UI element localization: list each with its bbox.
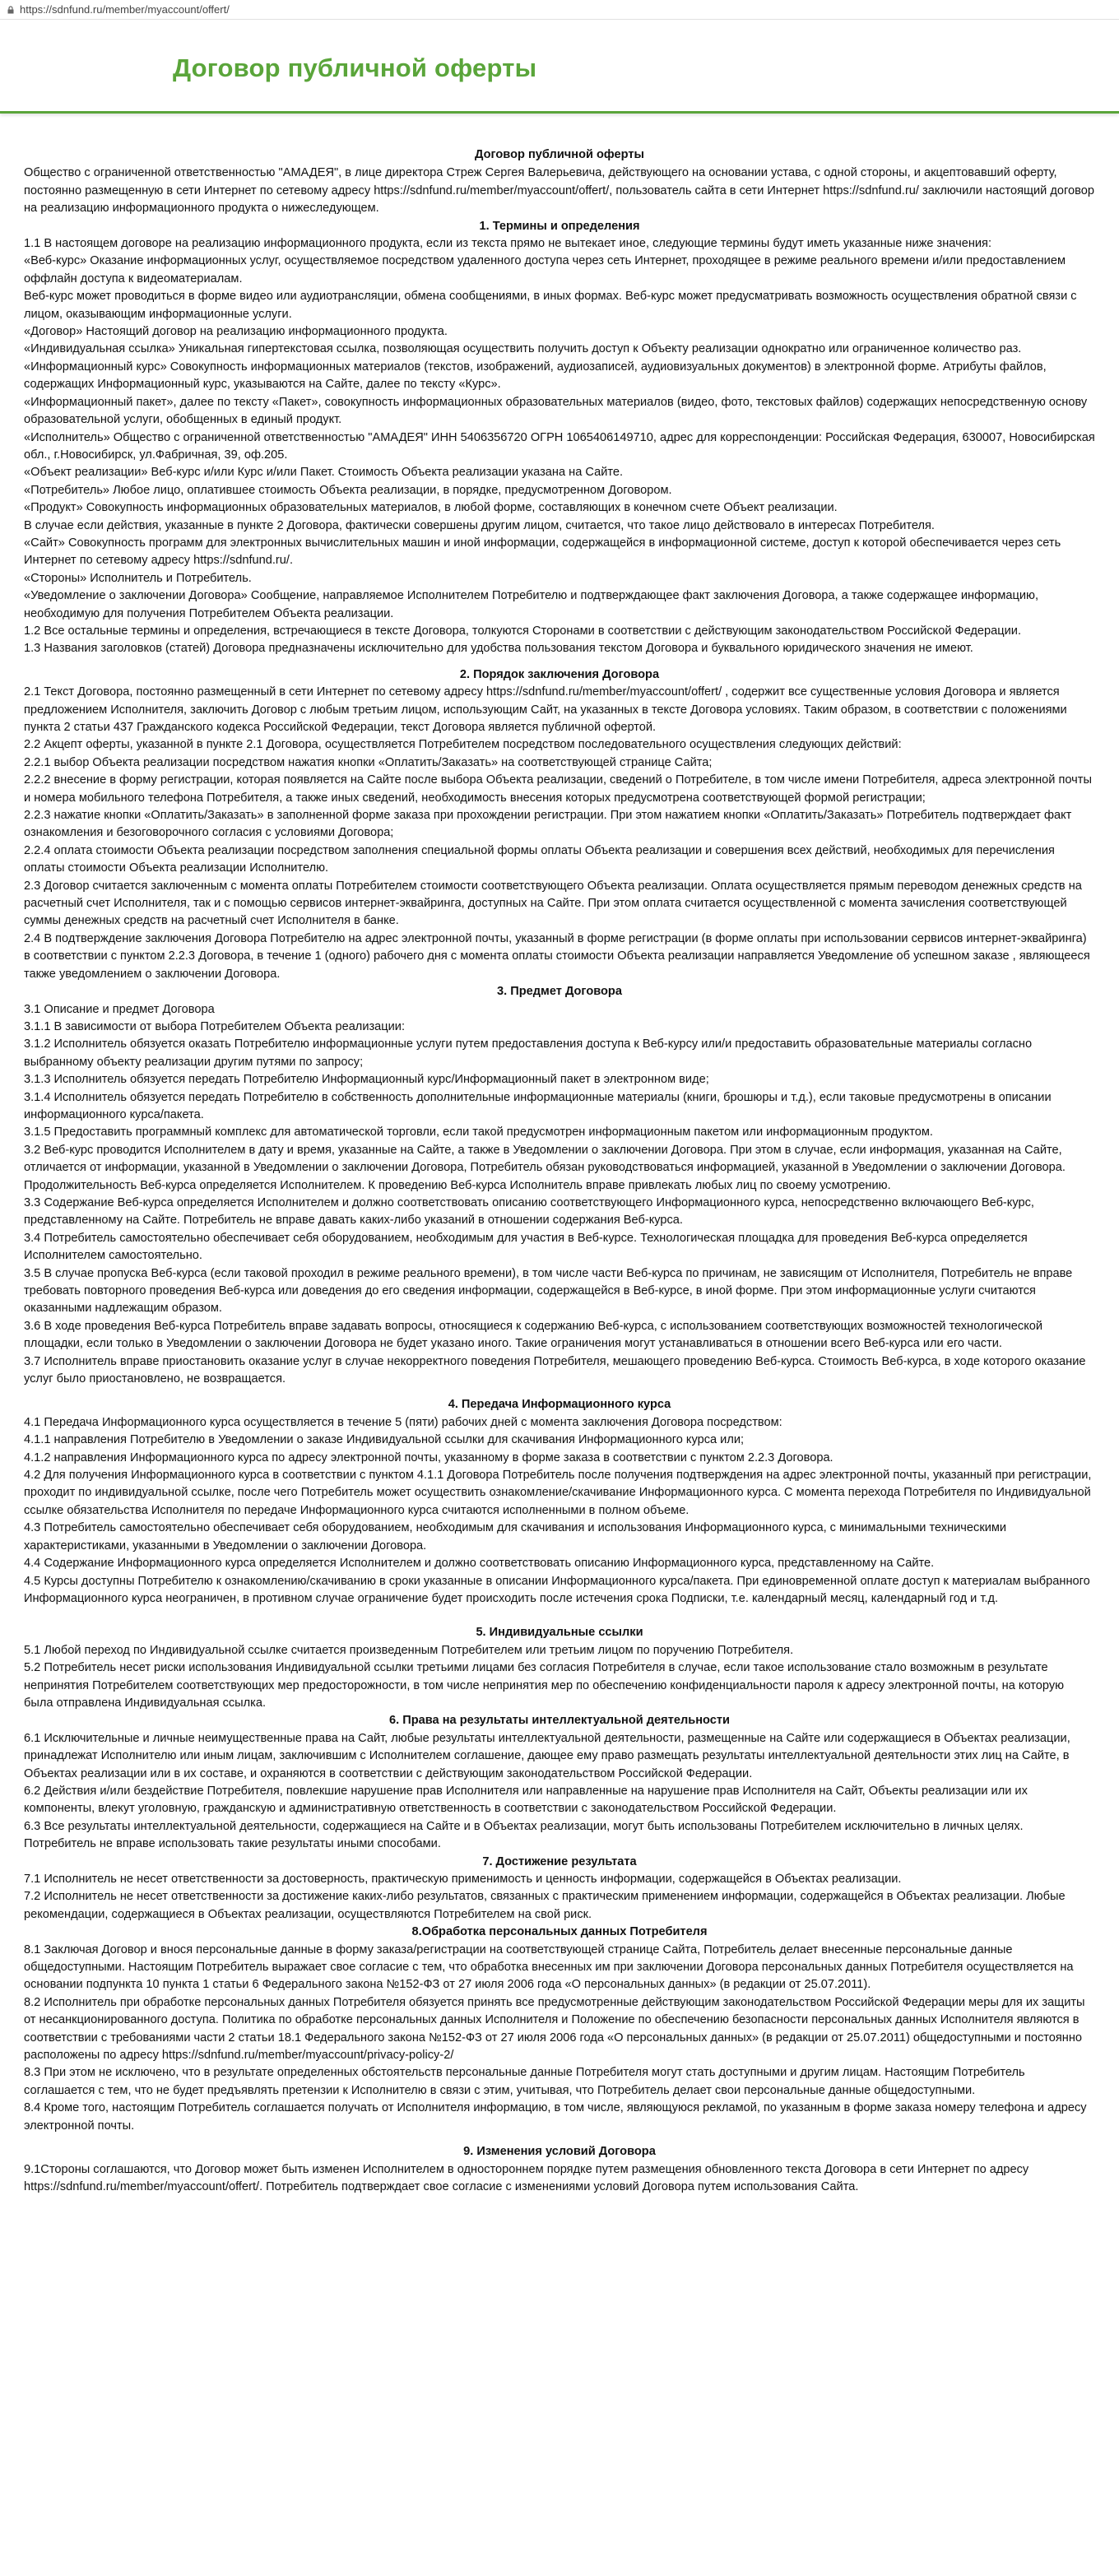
- section-paragraph: «Исполнитель» Общество с ограниченной ответственностью "АМАДЕЯ" ИНН 5406356720 ОГРН 1065406149710, адрес для корреспонденции: Российская Федерация, 630007, Новосибирская обл., г.Новосибирск, ул.Фабричная, 39, оф.205.: [24, 430, 1095, 462]
- section-heading: 8.Обработка персональных данных Потребителя: [411, 1925, 708, 1939]
- section-paragraph: «Индивидуальная ссылка» Уникальная гипертекстовая ссылка, позволяющая осуществить получить доступ к Объекту реализации однократно или ограниченное количество раз.: [24, 342, 1022, 356]
- section-paragraph: 3.1.1 В зависимости от выбора Потребителем Объекта реализации:: [24, 1019, 406, 1033]
- section-paragraph: 3.3 Содержание Веб-курса определяется Исполнителем и должно соответствовать описанию соответствующего Информационного курса, непосредственно включающего Веб-курс, представленному на Сайте. Потребитель не вправе давать каких-либо указаний в отношении содержания Веб-курса.: [24, 1195, 1034, 1228]
- section-paragraph: 3.1 Описание и предмет Договора: [24, 1002, 215, 1016]
- document-section: [24, 218, 1095, 666]
- section-paragraph: 2.3 Договор считается заключенным с момента оплаты Потребителем стоимости соответствующего Объекта реализации. Оплата осуществляется прямым переводом денежных средств на расчетный счет Исполнителя, так и с помощью сервисов интернет-эквайринга, доступных на Сайте. При этом оплата считается осуществленной с момента зачисления соответствующей суммы денежных средств на расчетный счет Исполнителя в банке.: [24, 879, 1082, 928]
- section-paragraph: «Договор» Настоящий договор на реализацию информационного продукта.: [24, 325, 448, 339]
- document-section: [24, 1396, 1095, 1616]
- section-paragraph: 3.4 Потребитель самостоятельно обеспечивает себя оборудованием, необходимым для участия в Веб-курсе. Технологическая площадка для проведения Веб-курса определяется Исполнителем самостоятельно.: [24, 1231, 1028, 1263]
- section-paragraph: «Сайт» Совокупность программ для электронных вычислительных машин и иной информации, содержащейся в информационной системе, доступ к которой обеспечивается через сеть Интернет по сетевому адресу https://sdnfund.ru/.: [24, 536, 1061, 568]
- section-paragraph: 6.3 Все результаты интеллектуальной деятельности, содержащиеся на Сайте и в Объектах реализации, могут быть использованы Потребителем исключительно в личных целях. Потребитель не вправе использовать такие результаты иными способами.: [24, 1819, 1024, 1851]
- section-paragraph: 8.2 Исполнитель при обработке персональных данных Потребителя обязуется принять все предусмотренные действующим законодательством Российской Федерации меры для их защиты от несанкционированного доступа. Политика по обработке персональных данных Исполнителя и Положение по обеспечению безопасности персональных данных Исполнителя являются в соответствии с требованиями части 2 статьи 18.1 Федерального закона №152-ФЗ от 27 июля 2006 года «О персональных данных» (в редакции от 25.07.2011) общедоступными и постоянно расположены по адресу https://sdnfund.ru/member/myaccount/privacy-policy-2/: [24, 1995, 1085, 2063]
- section-paragraph: 1.1 В настоящем договоре на реализацию информационного продукта, если из текста прямо не вытекает иное, следующие термины будут иметь указанные ниже значения:: [24, 237, 991, 251]
- section-paragraph: 5.2 Потребитель несет риски использования Индивидуальной ссылки третьими лицами без согласия Потребителя в случае, если такое использование стало возможным в результате непринятия Потребителем соответствующих мер предосторожности, в том числе непринятия мер по обеспечению конфиденциальности пароля к адресу электронной почты, на которую была отправлена Индивидуальная ссылка.: [24, 1661, 1065, 1710]
- document-title: Договор публичной оферты: [475, 148, 644, 161]
- section-paragraph: Веб-курс может проводиться в форме видео или аудиотрансляции, обмена сообщениями, в иных формах. Веб-курс может предусматривать возможность осуществления обратной связи с лицом, оказывающим информационные услуги.: [24, 290, 1077, 321]
- section-paragraph: 2.2.2 внесение в форму регистрации, которая появляется на Сайте после выбора Объекта реализации, сведений о Потребителе, в том числе имени Потребителя, адреса электронной почты и номера мобильного телефона Потребителя, а также иных сведений, необходимость внесения которых предусмотрена соответствующей формой регистрации;: [24, 773, 1092, 805]
- section-heading: 6. Права на результаты интеллектуальной деятельности: [389, 1714, 730, 1728]
- section-paragraph: В случае если действия, указанные в пункте 2 Договора, фактически совершены другим лицом, считается, что такое лицо действовало в интересах Потребителя.: [24, 518, 935, 532]
- section-heading: 2. Порядок заключения Договора: [459, 667, 660, 681]
- section-paragraph: 3.2 Веб-курс проводится Исполнителем в дату и время, указанные на Сайте, а также в Уведомлении о заключении Договора. При этом в случае, если информация, указанная на Сайте, отличается от информации, указанной в Уведомлении о заключении Договора, Потребитель обязан руководствоваться информацией, указанной в Уведомлении о заключении Договора. Продолжительность Веб-курса определяется Исполнителем. К проведению Веб-курса Исполнитель вправе привлекать любых лиц по своему усмотрению.: [24, 1143, 1066, 1192]
- section-paragraph: 2.2.4 оплата стоимости Объекта реализации посредством заполнения специальной формы оплаты Объекта реализации и совершения всех действий, необходимых для перечисления оплаты стоимости Объекта реализации Исполнителю.: [24, 843, 1055, 875]
- document-section: [24, 1924, 1095, 2135]
- lock-icon: [7, 6, 15, 14]
- section-paragraph: 8.3 При этом не исключено, что в результате определенных обстоятельств персональные данные Потребителя могут стать доступными и другим лицам. Настоящим Потребитель соглашается с тем, что не будет предъявлять претензии к Исполнителю в связи с этим, учитывая, что Потребитель делает свои персональные данные общедоступными.: [24, 2066, 1025, 2097]
- section-paragraph: 3.1.4 Исполнитель обязуется передать Потребителю в собственность дополнительные информационные материалы (книги, брошюры и т.д.), если таковые предусмотрены в описании информационного курса/пакета.: [24, 1090, 1052, 1121]
- url-text: https://sdnfund.ru/member/myaccount/offert/: [20, 3, 230, 16]
- section-paragraph: «Стороны» Исполнитель и Потребитель.: [24, 571, 252, 585]
- section-paragraph: 3.6 В ходе проведения Веб-курса Потребитель вправе задавать вопросы, относящиеся к содержанию Веб-курса, с использованием соответствующих возможностей технологической площадки, если только в Уведомлении о заключении Договора не будет указано иного. Такие ограничения могут устанавливаться в отношении всего Веб-курса или его части.: [24, 1319, 1043, 1351]
- section-paragraph: 4.5 Курсы доступны Потребителю к ознакомлению/скачиванию в сроки указанные в описании Информационного курса/пакета. При единовременной оплате доступ к материалам выбранного Информационного курса неограничен, в противном случае ограничение будет происходить после истечения срока Подписки, т.е. календарный месяц, календарный год и т.д.: [24, 1574, 1090, 1605]
- section-paragraph: 3.7 Исполнитель вправе приостановить оказание услуг в случае некорректного поведения Потребителя, мешающего проведению Веб-курса. Стоимость Веб-курса, в ходе которого оказание услуг было приостановлено, не возвращается.: [24, 1354, 1086, 1386]
- document-section: [24, 983, 1095, 1396]
- section-paragraph: «Информационный курс» Совокупность информационных материалов (текстов, изображений, аудиозаписей, аудиовизуальных документов) в электронной форме. Атрибуты файлов, содержащих Информационный курс, указываются на Сайте, далее по тексту «Курс».: [24, 360, 1047, 392]
- document-section: [24, 666, 1095, 983]
- document-section: [24, 1616, 1095, 1712]
- section-heading: 1. Термины и определения: [479, 219, 640, 233]
- section-paragraph: 5.1 Любой переход по Индивидуальной ссылке считается произведенным Потребителем или третьим лицом по поручению Потребителя.: [24, 1643, 794, 1657]
- section-paragraph: 8.4 Кроме того, настоящим Потребитель соглашается получать от Исполнителя информацию, в том числе, являющуюся рекламой, по указанным в форме заказа номеру телефона и адресу электронной почты.: [24, 2101, 1087, 2133]
- section-paragraph: 4.4 Содержание Информационного курса определяется Исполнителем и должно соответствовать описанию Информационного курса, представленному на Сайте.: [24, 1557, 935, 1571]
- address-bar[interactable]: [0, 0, 1119, 20]
- section-paragraph: 2.2 Акцепт оферты, указанной в пункте 2.1 Договора, осуществляется Потребителем посредством последовательного осуществления следующих действий:: [24, 738, 902, 752]
- section-paragraph: 4.1.1 направления Потребителю в Уведомлении о заказе Индивидуальной ссылки для скачивания Информационного курса или;: [24, 1433, 745, 1447]
- section-paragraph: «Объект реализации» Веб-курс и/или Курс и/или Пакет. Стоимость Объекта реализации указана на Сайте.: [24, 466, 624, 480]
- section-paragraph: «Продукт» Совокупность информационных образовательных материалов, в любой форме, составляющих в конечном счете Объект реализации.: [24, 501, 838, 515]
- section-paragraph: 3.1.5 Предоставить программный комплекс для автоматической торговли, если такой предусмотрен информационным пакетом или информационным продуктом.: [24, 1126, 933, 1139]
- document-section: [24, 1854, 1095, 1924]
- section-paragraph: 7.1 Исполнитель не несет ответственности за достоверность, практическую применимость и ценность информации, содержащейся в Объектах реализации.: [24, 1873, 902, 1886]
- document-section: [24, 2135, 1095, 2196]
- section-paragraph: 4.3 Потребитель самостоятельно обеспечивает себя оборудованием, необходимым для скачивания и использования Информационного курса, с минимальными техническими характеристиками, указанными в Уведомлении о заключении Договора.: [24, 1521, 1007, 1553]
- document-section: [24, 1712, 1095, 1853]
- section-paragraph: 1.3 Названия заголовков (статей) Договора предназначены исключительно для удобства пользования текстом Договора и буквального юридического значения не имеют.: [24, 642, 973, 656]
- section-heading: 9. Изменения условий Договора: [463, 2145, 656, 2159]
- document-intro: Общество с ограниченной ответственностью "АМАДЕЯ", в лице директора Стреж Сергея Валерьевича, действующего на основании устава, с одной стороны, и акцептовавший оферту, постоянно размещенную в сети Интернет по сетевому адресу https://sdnfund.ru/member/myaccount/offert/, пользователь сайта в сети Интернет https://sdnfund.ru/ заключили настоящий договор на реализацию информационного продукта о нижеследующем.: [24, 166, 1094, 216]
- section-paragraph: 3.1.2 Исполнитель обязуется оказать Потребителю информационные услуги путем предоставления доступа к Веб-курсу или/и предоставить образовательные материалы согласно выбранному объекту реализации другим путями по запросу;: [24, 1037, 1033, 1069]
- section-paragraph: «Веб-курс» Оказание информационных услуг, осуществляемое посредством удаленного доступа через сеть Интернет, проходящее в режиме реального времени и/или предоставлением оффлайн доступа к видеоматериалам.: [24, 254, 1066, 285]
- section-heading: 4. Передача Информационного курса: [448, 1398, 671, 1412]
- section-paragraph: 3.5 В случае пропуска Веб-курса (если таковой проходил в режиме реального времени), в том числе части Веб-курса по причинам, не зависящим от Исполнителя, Потребитель не вправе требовать повторного проведения Веб-курса или доведения до его сведения информации, содержащейся в Веб-курсе, в иной форме. При этом информационные услуги считаются оказанными надлежащим образом.: [24, 1266, 1073, 1316]
- section-paragraph: 6.2 Действия и/или бездействие Потребителя, повлекшие нарушение прав Исполнителя или направленные на нарушение прав Исполнителя на Сайт, Объекты реализации или их компоненты, влекут уголовную, гражданскую и административную ответственность в соответствии с законодательством Российской Федерации.: [24, 1784, 1028, 1816]
- section-paragraph: 2.2.1 выбор Объекта реализации посредством нажатия кнопки «Оплатить/Заказать» на соответствующей странице Сайта;: [24, 755, 713, 769]
- section-paragraph: «Информационный пакет», далее по тексту «Пакет», совокупность информационных образовательных материалов (видео, фото, текстовых файлов) содержащих непосредственную основу образовательной услуги, обобщенных в единый продукт.: [24, 395, 1088, 427]
- section-paragraph: «Потребитель» Любое лицо, оплатившее стоимость Объекта реализации, в порядке, предусмотренном Договором.: [24, 483, 672, 497]
- document-sections: [24, 218, 1095, 2197]
- page-header: [0, 20, 1119, 114]
- section-paragraph: 2.4 В подтверждение заключения Договора Потребителю на адрес электронной почты, указанный в форме регистрации (в форме оплаты при использовании сервисов интернет-эквайринга) в соответствии с пунктом 2.2.3 Договора, в течение 1 (одного) рабочего дня с момента оплаты стоимости Объекта реализации направляется Уведомление об успешном заказе , являющееся также уведомлением о заключении Договора.: [24, 931, 1090, 981]
- section-heading: 3. Предмет Договора: [497, 985, 622, 999]
- section-paragraph: 8.1 Заключая Договор и внося персональные данные в форму заказа/регистрации на соответствующей странице Сайта, Потребитель делает внесенные персональные данные общедоступными. Настоящим Потребитель выражает свое согласие с тем, что обработка внесенных им при заключении Договора персональных данных Потребителя осуществляется на основании подпункта 10 пункта 1 статьи 6 Федерального закона №152-ФЗ от 27 июля 2006 года «О персональных данных» (в редакции от 25.07.2011).: [24, 1942, 1074, 1992]
- section-paragraph: 4.1.2 направления Информационного курса по адресу электронной почты, указанному в форме заказа в соответствии с пунктом 2.2.3 Договора.: [24, 1450, 833, 1464]
- section-paragraph: 3.1.3 Исполнитель обязуется передать Потребителю Информационный курс/Информационный пакет в электронном виде;: [24, 1073, 709, 1087]
- section-heading: 7. Достижение результата: [482, 1854, 637, 1868]
- section-paragraph: 9.1Стороны соглашаются, что Договор может быть изменен Исполнителем в одностороннем порядке путем размещения обновленного текста Договора в сети Интернет по адресу https://sdnfund.ru/member/myaccount/offert/. Потребитель подтверждает свое согласие с изменениями условий Договора путем использования Сайта.: [24, 2162, 1029, 2193]
- section-heading: 5. Индивидуальные ссылки: [476, 1626, 643, 1640]
- section-paragraph: 2.1 Текст Договора, постоянно размещенный в сети Интернет по сетевому адресу https://sdnfund.ru/member/myaccount/offert/ , содержит все существенные условия Договора и является предложением Исполнителя, заключить Договор с любым третьим лицом, использующим Сайт, на указанных в тексте Договора условиях. Таким образом, в соответствии с положениями пункта 2 статьи 437 Гражданского кодекса Российской Федерации, текст Договора является публичной офертой.: [24, 685, 1067, 734]
- section-paragraph: 2.2.3 нажатие кнопки «Оплатить/Заказать» в заполненной форме заказа при прохождении регистрации. При этом нажатием кнопки «Оплатить/Заказать» Потребитель подтверждает факт ознакомления и безоговорочного согласия с условиями Договора;: [24, 809, 1072, 840]
- section-paragraph: 4.1 Передача Информационного курса осуществляется в течение 5 (пяти) рабочих дней с момента заключения Договора посредством:: [24, 1415, 782, 1429]
- offer-document: [0, 114, 1119, 2196]
- section-paragraph: «Уведомление о заключении Договора» Сообщение, направляемое Исполнителем Потребителю и подтверждающее факт заключения Договора, а также содержащее информацию, необходимую для получения Потребителем Объекта реализации.: [24, 589, 1039, 620]
- section-paragraph: 4.2 Для получения Информационного курса в соответствии с пунктом 4.1.1 Договора Потребитель после получения подтверждения на адрес электронной почты, указанный при регистрации, проходит по индивидуальной ссылке, после чего Потребитель может осуществить ознакомление/скачивание Информационного курса. С момента перехода Потребителя по Индивидуальной ссылке обязательства Исполнителя по передаче Информационного курса считаются исполненными в полном объеме.: [24, 1469, 1092, 1517]
- page-title: Договор публичной оферты: [173, 53, 537, 82]
- section-paragraph: 6.1 Исключительные и личные неимущественные права на Сайт, любые результаты интеллектуальной деятельности, размещенные на Сайте или содержащиеся в Объектах реализации, принадлежат Исполнителю или иным лицам, заключившим с Исполнителем соглашение, дающее ему право размещать результаты интеллектуальной деятельности этих лиц на Сайте, в Объектах реализации или в их составе, и охраняются в соответствии с действующим законодательством Российской Федерации.: [24, 1731, 1070, 1780]
- section-paragraph: 7.2 Исполнитель не несет ответственности за достижение каких-либо результатов, связанных с практическим применением информации, содержащейся в Объектах реализации. Любые рекомендации, содержащиеся в Объектах реализации, осуществляются Потребителем на свой риск.: [24, 1890, 1066, 1921]
- section-paragraph: 1.2 Все остальные термины и определения, встречающиеся в тексте Договора, толкуются Сторонами в соответствии с действующим законодательством Российской Федерации.: [24, 624, 1021, 638]
